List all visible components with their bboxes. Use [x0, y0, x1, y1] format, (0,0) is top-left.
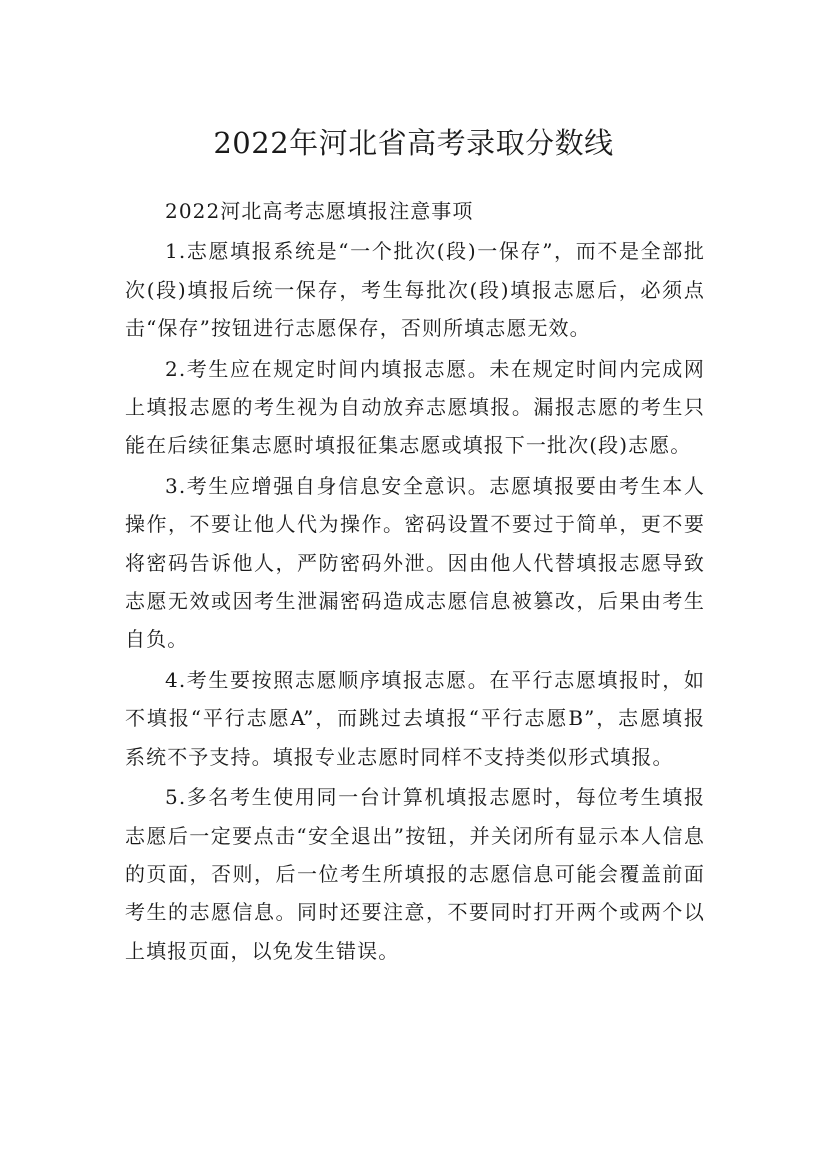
notice-item-3: 3.考生应增强自身信息安全意识。志愿填报要由考生本人操作，不要让他人代为操作。密码设置不要过于简单，更不要将密码告诉他人，严防密码外泄。因由他人代替填报志愿导致志愿无效或因考生泄漏密码造成志愿信息被篡改，后果由考生自负。 — [125, 473, 705, 652]
notice-item-1: 1.志愿填报系统是“一个批次(段)一保存”，而不是全部批次(段)填报后统一保存，考生每批次(段)填报志愿后，必须点击“保存”按钮进行志愿保存，否则所填志愿无效。 — [125, 239, 705, 341]
notice-item-2: 2.考生应在规定时间内填报志愿。未在规定时间内完成网上填报志愿的考生视为自动放弃志愿填报。漏报志愿的考生只能在后续征集志愿时填报征集志愿或填报下一批次(段)志愿。 — [125, 356, 705, 458]
document-body — [125, 192, 705, 970]
notice-item-4: 4.考生要按照志愿顺序填报志愿。在平行志愿填报时，如不填报“平行志愿A”，而跳过去填报“平行志愿B”，志愿填报系统不予支持。填报专业志愿时同样不支持类似形式填报。 — [125, 667, 705, 769]
notice-item-5: 5.多名考生使用同一台计算机填报志愿时，每位考生填报志愿后一定要点击“安全退出”按钮，并关闭所有显示本人信息的页面，否则，后一位考生所填报的志愿信息可能会覆盖前面考生的志愿信息。同时还要注意，不要同时打开两个或两个以上填报页面，以免发生错误。 — [125, 785, 705, 963]
section-heading: 2022河北高考志愿填报注意事项 — [165, 199, 474, 223]
document-title: 2022年河北省高考录取分数线 — [213, 126, 614, 161]
